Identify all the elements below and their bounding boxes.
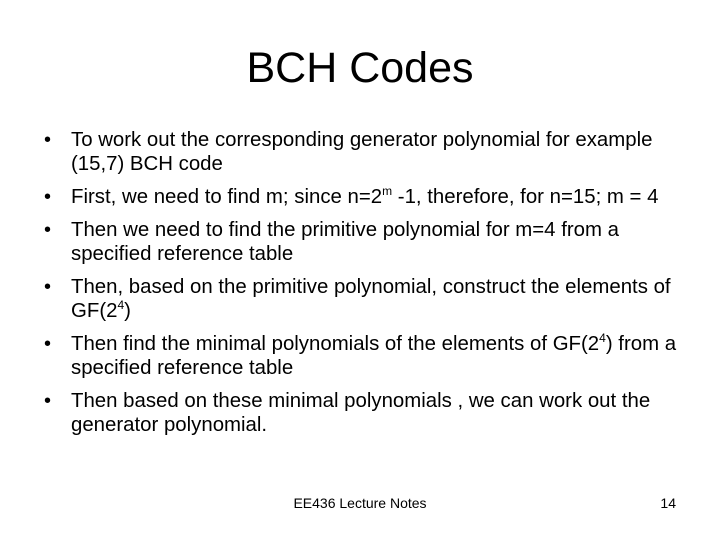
- bullet-marker: •: [44, 276, 52, 298]
- bullet-text: [71, 186, 658, 208]
- superscript: 4: [117, 298, 125, 312]
- bullet-marker: •: [44, 333, 52, 355]
- bullet-text: Then based on these minimal polynomials , we can work out the generator polynomial.: [71, 390, 651, 436]
- bullet-text: Then we need to find the primitive polynomial for m=4 from a specified reference table: [71, 219, 619, 265]
- bullet-marker: •: [44, 186, 52, 208]
- bullet-item: [44, 128, 684, 176]
- text-segment: ): [124, 300, 131, 322]
- text-segment: Then find the minimal polynomials of the elements of GF(2: [71, 333, 600, 355]
- superscript: m: [382, 184, 393, 198]
- bullet-item: [44, 332, 684, 380]
- bullet-item: [44, 275, 684, 323]
- bullet-item: [44, 218, 684, 266]
- text-segment: Then, based on the primitive polynomial, construct the elements of GF(2: [71, 276, 671, 322]
- bullet-marker: •: [44, 219, 52, 241]
- bullet-list: [44, 128, 684, 446]
- bullet-marker: •: [44, 390, 52, 412]
- page-number: 14: [660, 495, 676, 511]
- text-segment: ) from a specified reference table: [71, 333, 677, 379]
- bullet-item: [44, 389, 684, 437]
- text-segment: -1, therefore, for n=15; m = 4: [392, 186, 659, 208]
- bullet-marker: •: [44, 129, 52, 151]
- slide-title: BCH Codes: [246, 44, 474, 92]
- bullet-item: [44, 185, 684, 209]
- bullet-text: [71, 276, 671, 322]
- bullet-text: [71, 333, 676, 379]
- text-segment: First, we need to find m; since n=2: [71, 186, 383, 208]
- bullet-text: To work out the corresponding generator polynomial for example (15,7) BCH code: [71, 129, 653, 175]
- footer-text: EE436 Lecture Notes: [293, 495, 427, 511]
- superscript: 4: [599, 331, 606, 345]
